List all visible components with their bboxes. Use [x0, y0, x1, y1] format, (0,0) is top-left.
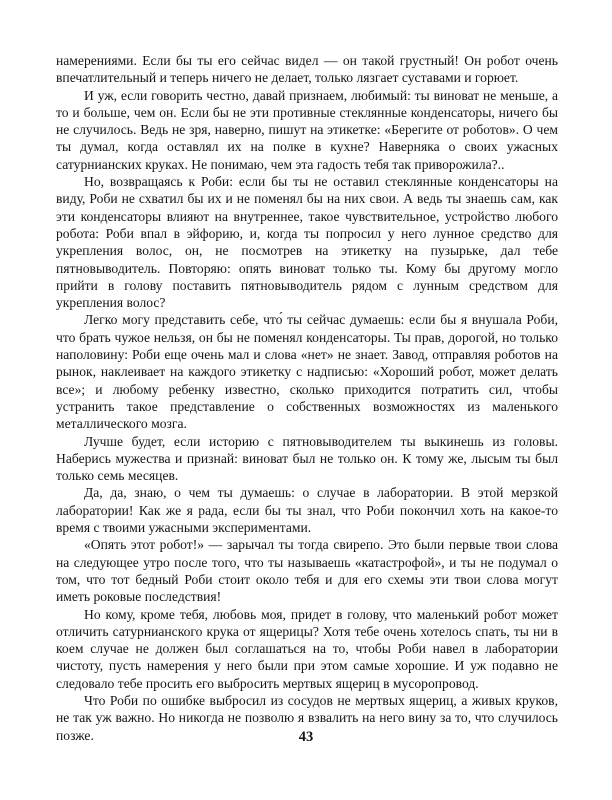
paragraph-5: Лучше будет, если историю с пятновыводителем ты выкинешь из головы. Наберись мужества и признай: виноват был не только он. К тому же, лысым ты был только семь месяцев.	[56, 433, 558, 484]
paragraph-3: Но, возвращаясь к Роби: если бы ты не оставил стеклянные конденсаторы на виду, Роби не схватил бы их и не поменял бы на них свои. А ведь ты знаешь сам, как эти конденсаторы влияют на внутреннее, такое чувствительное, устройство любого робота: Роби впал в эйфорию, и, когда ты попросил у него лунное средство для укрепления волос, он, не посмотрев на этикетку на пузырьке, дал тебе пятновыводитель. Повторяю: опять виноват только ты. Кому бы другому могло прийти в голову поставить пятновыводитель рядом с лунным средством для укрепления волос?	[56, 174, 558, 311]
paragraph-9: Что Роби по ошибке выбросил из сосудов не мертвых ящериц, а живых круков, не так уж важно. Но никогда не позволю я взвалить на него вину за то, что случилось позже.	[56, 692, 558, 743]
paragraph-2: И уж, если говорить честно, давай признаем, любимый: ты виноват не меньше, а то и больше, чем он. Если бы не эти противные стеклянные конденсаторы, ничего бы не случилось. Ведь не зря, наверно, пишут на этикетке: «Берегите от роботов». О чем ты думал, когда оставлял их на полке в кухне? Наверняка о своих ужасных сатурнианских круках. Не понимаю, чем эта гадость тебя так приворожила?..	[56, 87, 558, 172]
paragraph-1: намерениями. Если бы ты его сейчас видел — он такой грустный! Он робот очень впечатлительный и теперь ничего не делает, только лязгает суставами и горюет.	[56, 53, 558, 86]
paragraph-4: Легко могу представить себе, что́ ты сейчас думаешь: если бы я внушала Роби, что брать чужое нельзя, он бы не поменял конденсаторы. Ты прав, дорогой, но только наполовину: Роби еще очень мал и слова «нет» не знает. Завод, отправляя роботов на рынок, наклеивает на каждого этикетку с надписью: «Хороший робот, может делать все»; и любому ребенку известно, сколько приходится потратить сил, чтобы устранить такое представление о собственных возможностях из маленького металлического мозга.	[56, 312, 558, 432]
page-number: 43	[298, 729, 314, 745]
paragraph-7: «Опять этот робот!» — зарычал ты тогда свирепо. Это были первые твои слова на следующее утро после того, что ты называешь «катастрофой», и ты не подумал о том, что тот бедный Роби стоит около тебя и для его схемы эти твои слова могут иметь роковые последствия!	[56, 537, 558, 605]
paragraph-8: Но кому, кроме тебя, любовь моя, придет в голову, что маленький робот может отличить сатурнианского крука от ящерицы? Хотя тебе очень хотелось спать, ты ни в коем случае не должен был соглашаться на то, чтобы Роби навел в лаборатории чистоту, пусть намерения у него были при этом самые хорошие. И уж подавно не следовало тебе просить его выбросить мертвых ящериц в мусоропровод.	[56, 606, 558, 691]
paragraph-6: Да, да, знаю, о чем ты думаешь: о случае в лаборатории. В этой мерзкой лаборатории! Как же я рада, если бы ты знал, что Роби покончил хоть на какое-то время с твоими ужасными экспериментами.	[56, 485, 558, 536]
page-body	[56, 52, 558, 744]
